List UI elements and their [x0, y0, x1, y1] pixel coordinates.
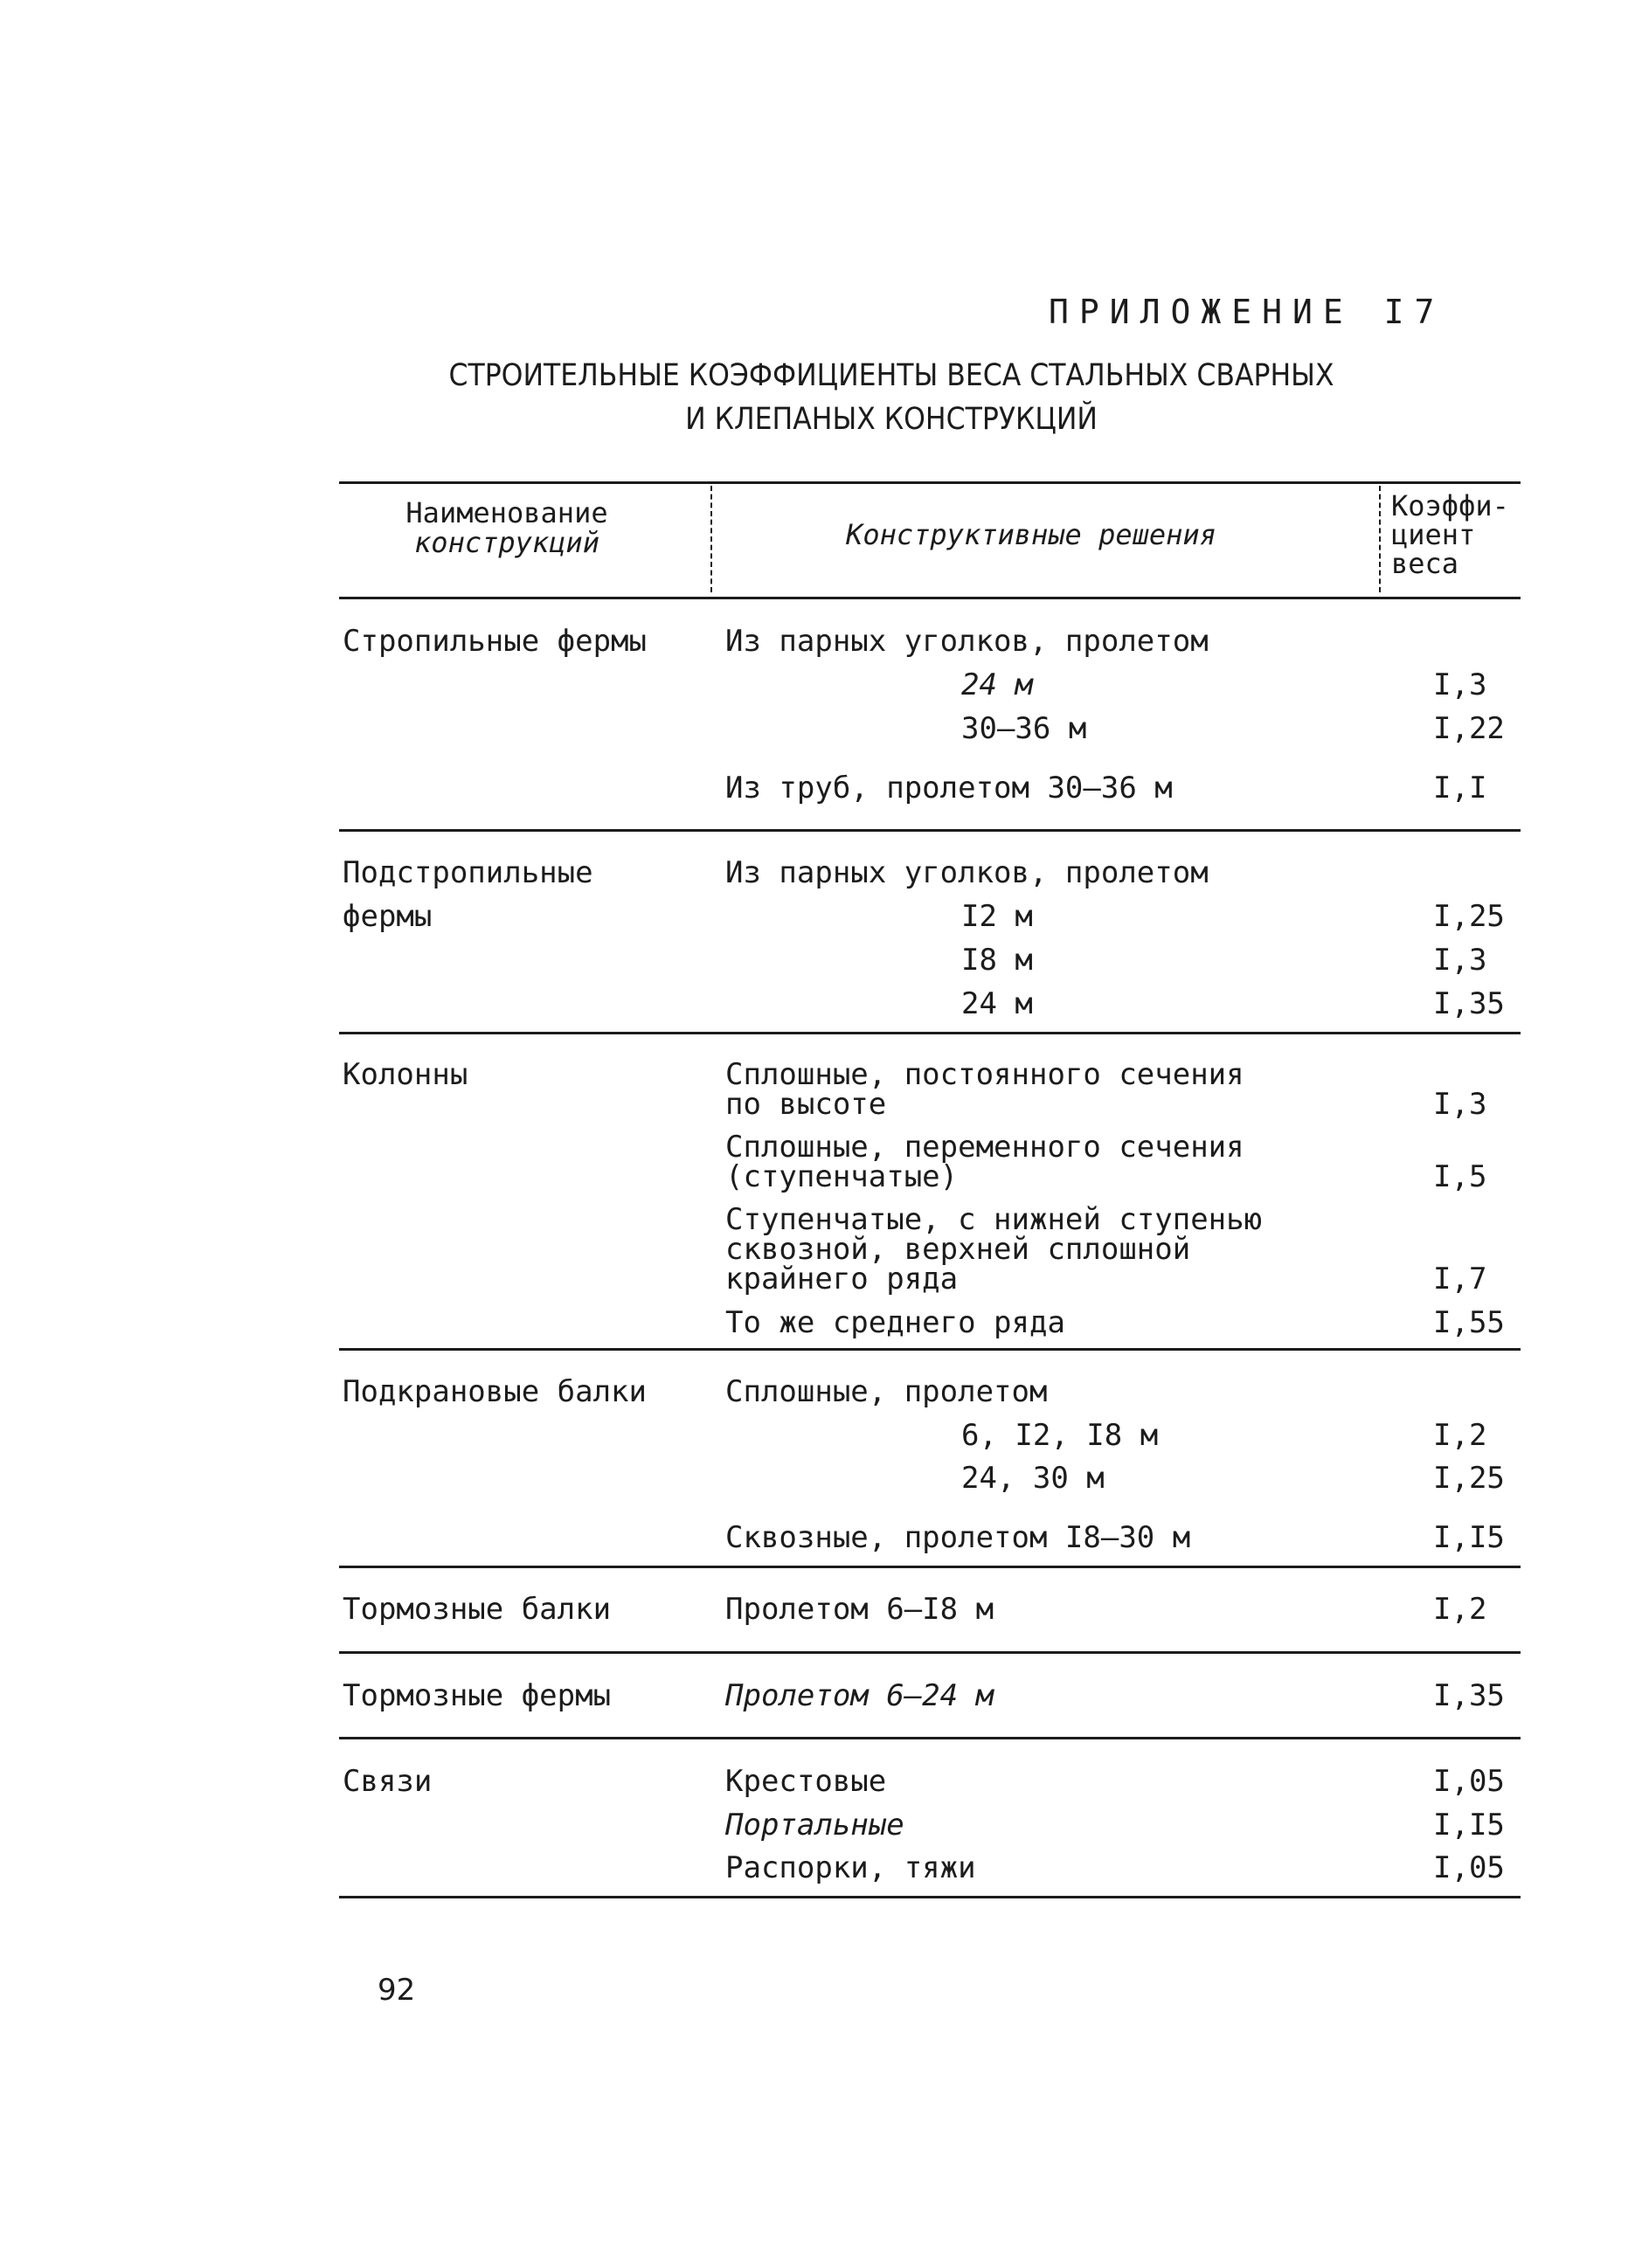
coefficient-value: I,25	[1433, 1461, 1505, 1496]
group-name: Связи	[343, 1764, 433, 1799]
coefficient-value: I,25	[1433, 899, 1505, 934]
group-name: Подстропильные	[343, 855, 593, 890]
coefficient-value: I,55	[1433, 1305, 1505, 1340]
document-title-line-1: СТРОИТЕЛЬНЫЕ КОЭФФИЦИЕНТЫ ВЕСА СТАЛЬНЫХ СВАРНЫХ	[448, 358, 1334, 393]
solution-text: Распорки, тяжи	[725, 1850, 976, 1885]
page-number: 92	[378, 1973, 416, 2008]
solution-text: 24 м	[961, 986, 1033, 1021]
solution-text: 24 м	[961, 667, 1033, 702]
solution-text: 6, I2, I8 м	[961, 1418, 1159, 1453]
coefficient-value: I,I5	[1433, 1808, 1505, 1843]
coefficient-value: I,2	[1433, 1418, 1487, 1453]
coefficient-value: I,2	[1433, 1592, 1487, 1627]
solution-text: Пролетом 6–24 м	[725, 1678, 994, 1713]
table-top-rule	[339, 481, 1521, 484]
group-separator-rule	[339, 1032, 1521, 1034]
group-separator-rule	[339, 1737, 1521, 1739]
solution-text: I2 м	[961, 899, 1033, 934]
solution-text: сквозной, верхней сплошной	[725, 1232, 1191, 1267]
group-name: Подкрановые балки	[343, 1374, 647, 1409]
solution-text: Сплошные, постоянного сечения	[725, 1057, 1244, 1092]
solution-text: по высоте	[725, 1087, 887, 1122]
header-weight-coefficient: Коэффи- циент веса	[1391, 489, 1509, 580]
coefficient-value: I,5	[1433, 1159, 1487, 1194]
header-column-divider	[710, 486, 712, 592]
coefficient-value: I,7	[1433, 1262, 1487, 1296]
group-separator-rule	[339, 1566, 1521, 1568]
group-name: Стропильные фермы	[343, 624, 647, 659]
solution-text: (ступенчатые)	[725, 1159, 959, 1194]
coefficient-value: I,35	[1433, 986, 1505, 1021]
solution-text: I8 м	[961, 943, 1033, 978]
coefficient-value: I,35	[1433, 1678, 1505, 1713]
solution-text: 30–36 м	[961, 711, 1087, 746]
solution-text: Из парных уголков, пролетом	[725, 855, 1209, 890]
group-separator-rule	[339, 1651, 1521, 1654]
coefficient-value: I,05	[1433, 1764, 1505, 1799]
group-name: Колонны	[343, 1057, 468, 1092]
solution-text: Ступенчатые, с нижней ступенью	[725, 1202, 1263, 1237]
table-bottom-rule	[339, 1896, 1521, 1898]
solution-text: крайнего ряда	[725, 1262, 959, 1296]
solution-text: Портальные	[725, 1808, 904, 1843]
document-title-line-2: И КЛЕПАНЫХ КОНСТРУКЦИЙ	[685, 402, 1098, 437]
appendix-label: ПРИЛОЖЕНИЕ I7	[1049, 293, 1445, 331]
solution-text: Крестовые	[725, 1764, 887, 1799]
coefficient-value: I,I5	[1433, 1520, 1505, 1555]
header-column-divider	[1379, 486, 1381, 592]
solution-text: Сплошные, переменного сечения	[725, 1130, 1244, 1165]
coefficient-value: I,05	[1433, 1850, 1505, 1885]
group-separator-rule	[339, 1348, 1521, 1351]
coefficient-value: I,3	[1433, 667, 1487, 702]
group-name: Тормозные балки	[343, 1592, 612, 1627]
coefficient-value: I,3	[1433, 943, 1487, 978]
solution-text: Сквозные, пролетом I8–30 м	[725, 1520, 1191, 1555]
header-bottom-rule	[339, 597, 1521, 599]
group-name: фермы	[343, 899, 433, 934]
solution-text: Пролетом 6–I8 м	[725, 1592, 994, 1627]
header-construction-name: Наименование конструкций	[405, 496, 608, 559]
solution-text: 24, 30 м	[961, 1461, 1105, 1496]
solution-text: Сплошные, пролетом	[725, 1374, 1048, 1409]
solution-text: Из труб, пролетом 30–36 м	[725, 771, 1173, 806]
group-name: Тормозные фермы	[343, 1678, 612, 1713]
group-separator-rule	[339, 829, 1521, 832]
coefficient-value: I,22	[1433, 711, 1505, 746]
coefficient-value: I,3	[1433, 1087, 1487, 1122]
solution-text: Из парных уголков, пролетом	[725, 624, 1209, 659]
header-construction-solutions: Конструктивные решения	[846, 518, 1216, 551]
coefficient-value: I,I	[1433, 771, 1487, 806]
solution-text: То же среднего ряда	[725, 1305, 1065, 1340]
